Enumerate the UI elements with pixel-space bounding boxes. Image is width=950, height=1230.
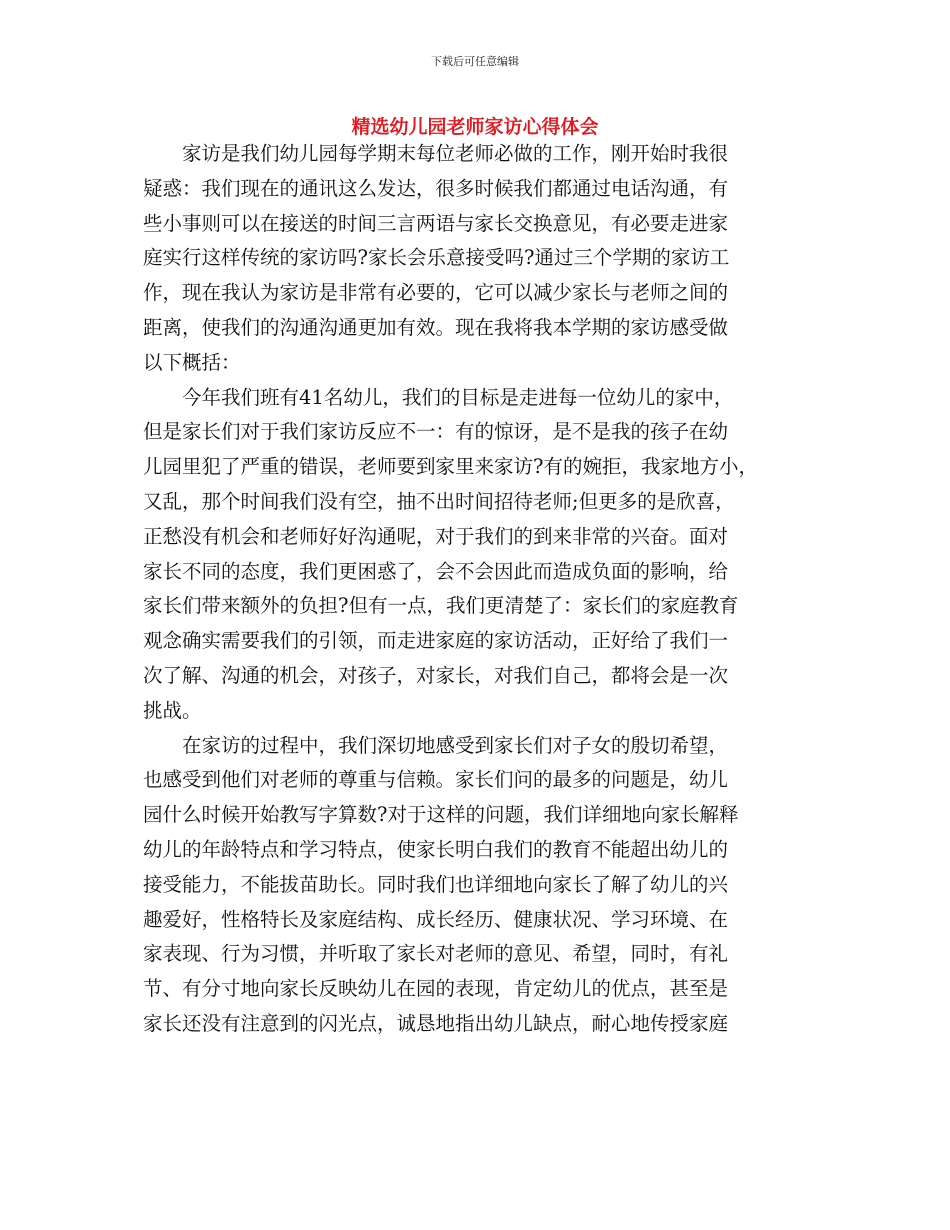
body-text-line: 家长不同的态度，我们更困惑了，会不会因此而造成负面的影响，给: [143, 559, 729, 583]
body-text-line: 家访是我们幼儿园每学期末每位老师必做的工作，刚开始时我很: [143, 142, 729, 165]
body-text-line: 正愁没有机会和老师好好沟通呢，对于我们的到来非常的兴奋。面对: [143, 524, 729, 548]
body-text-line: 次了解、沟通的机会，对孩子，对家长，对我们自己，都将会是一次: [143, 663, 729, 687]
body-text-line: 些小事则可以在接送的时间三言两语与家长交换意见，有必要走进家: [143, 211, 729, 235]
body-text-line: 家长还没有注意到的闪光点，诚恳地指出幼儿缺点，耐心地传授家庭: [143, 1011, 729, 1035]
body-text-line: 距离，使我们的沟通沟通更加有效。现在我将我本学期的家访感受做: [143, 315, 729, 339]
body-text-line: 作，现在我认为家访是非常有必要的，它可以减少家长与老师之间的: [143, 281, 729, 305]
body-text-line: 节、有分寸地向家长反映幼儿在园的表现，肯定幼儿的优点，甚至是: [143, 977, 729, 1001]
body-text-line: 接受能力，不能拔苗助长。同时我们也详细地向家长了解了幼儿的兴: [143, 872, 729, 896]
document-title: 精选幼儿园老师家访心得体会: [351, 116, 599, 138]
body-text-line: 园什么时候开始教写字算数?对于这样的问题，我们详细地向家长解释: [143, 803, 739, 827]
body-text-line: 挑战。: [143, 698, 202, 722]
header-note: 下载后可任意编辑: [431, 55, 519, 68]
body-text-line: 但是家长们对于我们家访反应不一：有的惊讶，是不是我的孩子在幼: [143, 420, 729, 444]
body-text-line: 观念确实需要我们的引领，而走进家庭的家访活动，正好给了我们一: [143, 629, 729, 653]
body-text-line: 儿园里犯了严重的错误，老师要到家里来家访?有的婉拒，我家地方小，: [143, 455, 758, 479]
body-text-line: 疑惑：我们现在的通讯这么发达，很多时候我们都通过电话沟通，有: [143, 176, 729, 200]
body-text-line: 家表现、行为习惯，并听取了家长对老师的意见、希望，同时，有礼: [143, 942, 729, 966]
body-text-line: 幼儿的年龄特点和学习特点，使家长明白我们的教育不能超出幼儿的: [143, 837, 729, 861]
body-text-line: 今年我们班有41名幼儿，我们的目标是走进每一位幼儿的家中，: [143, 385, 734, 409]
body-text-line: 也感受到他们对老师的尊重与信赖。家长们问的最多的问题是，幼儿: [143, 768, 729, 792]
body-text-line: 庭实行这样传统的家访吗?家长会乐意接受吗?通过三个学期的家访工: [143, 246, 730, 270]
body-text-line: 以下概括：: [143, 350, 241, 374]
document-body: [143, 137, 803, 1042]
body-text-line: 趣爱好，性格特长及家庭结构、成长经历、健康状况、学习环境、在: [143, 907, 729, 931]
body-text-line: 在家访的过程中，我们深切地感受到家长们对子女的殷切希望，: [143, 733, 729, 757]
body-text-line: 家长们带来额外的负担?但有一点，我们更清楚了：家长们的家庭教育: [143, 594, 739, 618]
body-text-line: 又乱，那个时间我们没有空，抽不出时间招待老师;但更多的是欣喜，: [143, 489, 735, 513]
